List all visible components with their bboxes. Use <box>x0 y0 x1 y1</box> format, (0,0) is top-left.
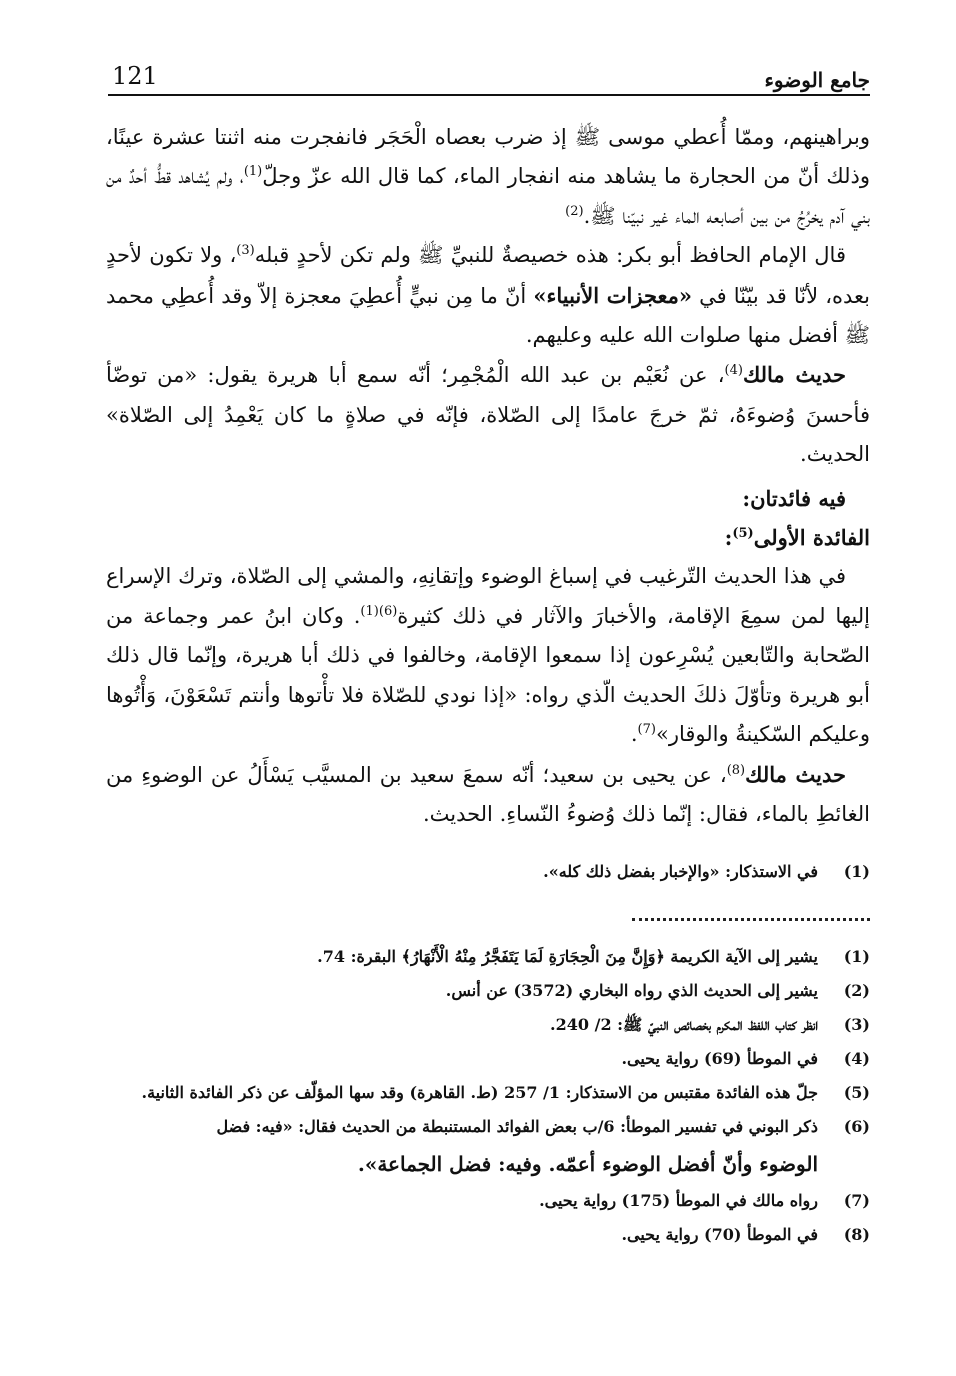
footnote-item: (3) انظر كتاب اللفظ المكرم بخصائص النبيّ ﷺ: 2/ 240. <box>550 1015 870 1034</box>
running-title: جامع الوضوء <box>764 68 870 92</box>
section-heading: الفائدة الأولى$^{(5)}$: <box>724 525 870 551</box>
footnote-item: (2) يشير إلى الحديث الذي رواه البخاري (3572) عن أنس. <box>445 981 870 1000</box>
footnote-ref[interactable]: (3) <box>236 243 255 259</box>
footnote-item: (8) في الموطأ (70) رواية يحيى. <box>621 1225 870 1244</box>
footnote-ref[interactable]: (7) <box>637 722 656 738</box>
footnote-item: (6) ذكر البوني في تفسير الموطأ: 6/ب بعض الفوائد المستنبطة من الحديث فقال: «فيه: فضل الوضوء وأنّ أفضل الوضوء أعمّه. وفيه: فضل الجماعة». <box>216 1117 870 1176</box>
footnote-ref[interactable]: (6)(1) <box>360 603 398 619</box>
footnote-item: (1) يشير إلى الآية الكريمة ﴿وَإِنَّ مِنَ الْحِجَارَةِ لَمَا يَتَفَجَّرُ مِنْهُ الْأَنْهَارُ﴾ البقرة: 74. <box>317 947 870 966</box>
footnote-item: (7) رواه مالك في الموطأ (175) رواية يحيى. <box>539 1191 870 1210</box>
paragraph-4: فيه فائدتان: <box>742 485 846 511</box>
footnote-ref[interactable]: (4) <box>724 363 743 379</box>
editor-note <box>106 862 870 881</box>
paragraph-1: وبراهينهم، وممّا أُعطي موسى ﷺ إذ ضرب بعصاه الْحَجَر فانفجرت منه اثنتا عشرة عينًا، وذلك أنّ من الحجارة ما يشاهد منه انفجار الماء، كما قال الله عزّ وجلّ$^{(1)}$، ولم يُشاهد قطُّ أحدٌ من بني آدم يخرُجُ من بين أصابعه الماء غير نبيّنا ﷺ.$^{(2)}$ <box>106 125 870 228</box>
page-number: 121 <box>112 62 158 90</box>
hadith-heading: حديث مالك <box>742 362 846 388</box>
footnotes <box>106 940 870 1252</box>
footnote-ref[interactable]: (5) <box>732 526 754 542</box>
footnote-item: (5) جلّ هذه الفائدة مقتبس من الاستذكار: 1/ 257 (ط. القاهرة) وقد سها المؤلّف عن ذكر الفائدة الثانية. <box>141 1083 870 1102</box>
paragraph-2: قال الإمام الحافظ أبو بكر: هذه خصيصةٌ للنبيِّ ﷺ ولم تكن لأحدٍ قبله$^{(3)}$، ولا تكون لأحدٍ بعده، لأنّا قد بيّنّا في «معجزات الأنبياء» أنّ ما مِن نبيٍّ أُعطِيَ معجزة إلاّ وقد أُعطِي محمد ﷺ أفضل منها صلوات الله عليه وعليهم. <box>106 243 870 348</box>
book-title: «معجزات الأنبياء» <box>533 282 693 308</box>
page-header <box>108 54 870 96</box>
paragraph-3: حديث مالك$^{(4)}$، عن نُعَيْم بن عبد الله الْمُجْمِر؛ أنّه سمع أبا هريرة يقول: «من توضّأ فأحسنَ وُضوءَهُ، ثمّ خرجَ عامدًا إلى الصّلاة، فإنّه في صلاةٍ ما كان يَعْمِدُ إلى الصّلاة» الحديث. <box>106 362 870 467</box>
hadith-heading: حديث مالك <box>745 761 846 787</box>
main-text <box>106 118 870 834</box>
footnote-ref[interactable]: (8) <box>726 762 746 778</box>
footnote-ref[interactable]: (2) <box>565 203 584 219</box>
paragraph-7: حديث مالك$^{(8)}$، عن يحيى بن سعيد؛ أنّه سمعَ سعيد بن المسيَّب يَسْأَلُ عن الوضوءِ من الغائطِ بالماء، فقال: إنّما ذلك وُضوءُ النّساءِ. الحديث. <box>106 761 870 826</box>
footnote-ref[interactable]: (1) <box>243 164 263 180</box>
footnote-item: (4) في الموطأ (69) رواية يحيى. <box>621 1049 870 1068</box>
note-text: في الاستذكار: «والإخبار بفضل ذلك كله». <box>543 862 818 881</box>
note-number: (1) <box>843 862 870 881</box>
paragraph-6: في هذا الحديث التّرغيب في إسباغ الوضوء وإتقانِهِ، والمشي إلى الصّلاة، وترك الإسراع إليها لمن سمِعَ الإقامة، والأخبارَ والآثار في ذلك كثيرة$^{(6)(1)}$. وكان ابنُ عمر وجماعة من الصّحابة والتّابعين يُسْرِعون إذا سمعوا الإقامة، وخالفوا في ذلك أبا هريرة، وإنّما قال ذلك أبو هريرة وتأوّلَ ذلكَ الحديث الّذي رواه: «إذا نودي للصّلاة فلا تأْتوها وأنتم تَسْعَوْنَ، وَأْتُوها وعليكم السّكينةُ والوقار»$^{(7)}$. <box>106 564 870 747</box>
footnote-separator <box>632 918 870 921</box>
